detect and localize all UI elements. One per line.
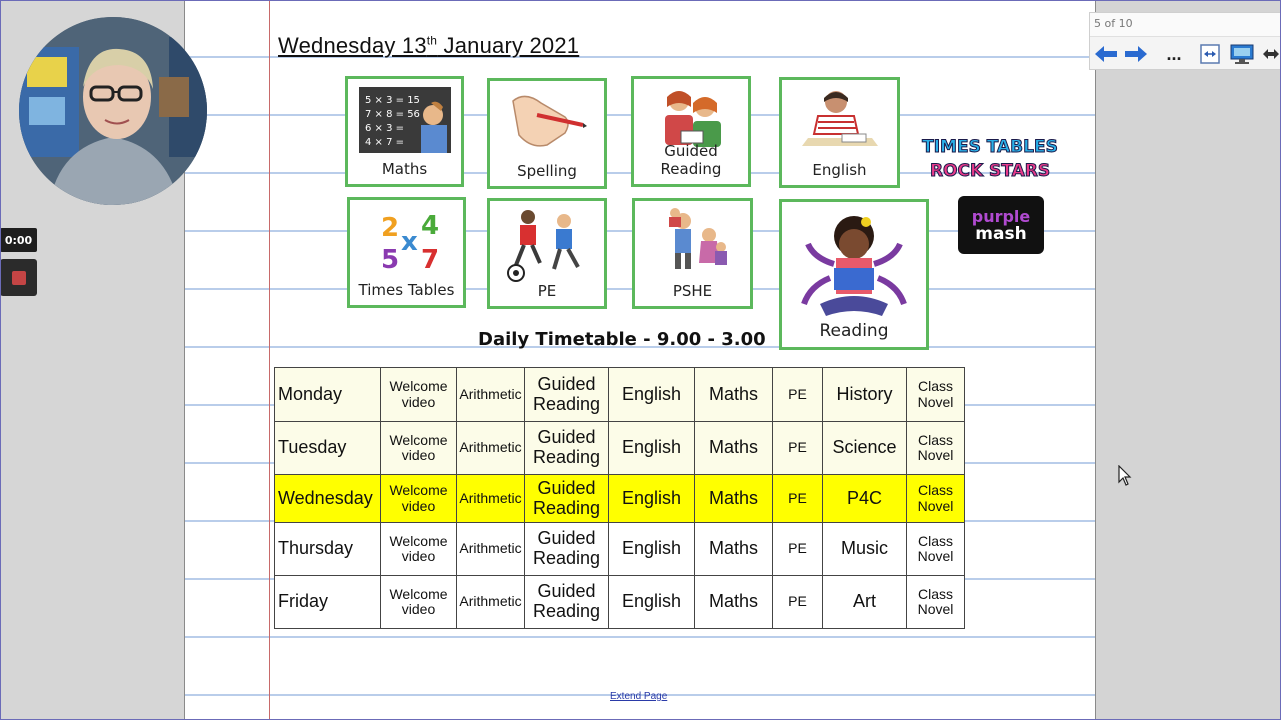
maths-chalkboard-icon: [357, 85, 453, 155]
cell-afternoon-subject: P4C: [823, 475, 907, 523]
logo-text: mash: [975, 223, 1027, 244]
card-guided-reading[interactable]: [631, 76, 751, 187]
cell-line: Novel: [917, 548, 954, 564]
cell-arithmetic: Arithmetic: [457, 523, 525, 576]
cell-line: Welcome: [389, 532, 448, 549]
card-label: PSHE: [672, 282, 713, 300]
cell-line: Novel: [917, 393, 954, 410]
recording-timer: 0:00: [0, 228, 37, 252]
cell-arithmetic: Arithmetic: [457, 475, 525, 523]
forward-arrow-icon: [1123, 44, 1149, 64]
mouse-cursor-icon: [1118, 465, 1132, 487]
cell-line: video: [401, 497, 436, 514]
svg-text:x: x: [400, 227, 418, 257]
card-label: PE: [537, 282, 557, 300]
svg-text:2: 2: [380, 213, 399, 243]
cell-maths: Maths: [695, 523, 773, 576]
card-spelling[interactable]: [487, 78, 607, 189]
fit-width-icon: [1199, 44, 1221, 64]
cell-line: Welcome: [389, 431, 448, 448]
cell-afternoon-subject: Science: [823, 422, 907, 475]
card-label: Guided Reading: [660, 142, 722, 178]
cell-pe: PE: [773, 523, 823, 576]
cell-welcome-video: [381, 368, 457, 422]
cell-guided-reading: [525, 475, 609, 523]
cell-line: video: [401, 393, 436, 410]
svg-text:ROCK STARS: ROCK STARS: [929, 161, 1051, 181]
back-button[interactable]: [1092, 41, 1120, 67]
cell-line: Guided: [537, 581, 596, 602]
more-icon: ...: [1166, 43, 1182, 64]
cell-pe: PE: [773, 422, 823, 475]
times-tables-rock-stars-logo[interactable]: [920, 128, 1060, 186]
daily-timetable: [274, 367, 965, 629]
cell-english: English: [609, 422, 695, 475]
cell-line: Class: [917, 378, 953, 395]
football-icon: [502, 207, 592, 283]
stop-recording-button[interactable]: [0, 259, 37, 296]
cell-line: Reading: [532, 601, 601, 621]
title-date: Wednesday 13: [278, 33, 427, 58]
card-reading[interactable]: [779, 199, 929, 350]
cell-class-novel: [907, 422, 965, 475]
fit-width-button[interactable]: [1196, 41, 1224, 67]
cell-day: Thursday: [275, 523, 381, 576]
card-pshe[interactable]: [632, 198, 753, 309]
cell-english: English: [609, 576, 695, 629]
cell-line: Novel: [917, 601, 954, 617]
cell-line: Welcome: [389, 482, 448, 499]
cell-line: Class: [917, 431, 953, 448]
table-row: [275, 475, 965, 523]
cell-guided-reading: [525, 576, 609, 629]
svg-text:5: 5: [380, 245, 399, 272]
cell-maths: Maths: [695, 475, 773, 523]
cell-guided-reading: [525, 523, 609, 576]
cell-english: English: [609, 475, 695, 523]
extend-page-link[interactable]: Extend Page: [610, 691, 668, 702]
svg-text:6 × 3 =: 6 × 3 =: [364, 123, 404, 134]
cell-afternoon-subject: Art: [823, 576, 907, 629]
cell-line: Reading: [532, 447, 601, 467]
cell-arithmetic: Arithmetic: [457, 422, 525, 475]
back-arrow-icon: [1093, 44, 1119, 64]
page-counter: 5 of 10: [1094, 17, 1133, 30]
cell-line: Welcome: [389, 585, 448, 602]
display-button[interactable]: [1228, 41, 1256, 67]
cell-line: Reading: [532, 548, 601, 568]
cell-day: Tuesday: [275, 422, 381, 475]
card-times-tables[interactable]: [347, 197, 466, 308]
display-icon: [1230, 43, 1254, 65]
stop-icon: [12, 271, 26, 285]
cell-line: Guided: [537, 477, 596, 498]
cell-maths: Maths: [695, 576, 773, 629]
cell-line: Guided: [537, 373, 596, 394]
cell-pe: PE: [773, 368, 823, 422]
cell-guided-reading: [525, 368, 609, 422]
cell-line: Guided: [537, 427, 596, 448]
family-icon: [653, 207, 733, 273]
cell-day: Monday: [275, 368, 381, 422]
resize-button[interactable]: [1260, 41, 1281, 67]
svg-text:TIMES TABLES: TIMES TABLES: [922, 137, 1058, 157]
webcam-overlay: [19, 17, 207, 205]
card-label: Reading: [819, 321, 889, 341]
cell-line: Reading: [532, 497, 601, 518]
cell-maths: Maths: [695, 422, 773, 475]
cell-welcome-video: [381, 576, 457, 629]
cell-line: Novel: [917, 447, 954, 463]
cell-afternoon-subject: History: [823, 368, 907, 422]
cell-english: English: [609, 368, 695, 422]
card-pe[interactable]: [487, 198, 607, 309]
table-row: [275, 523, 965, 576]
purple-mash-logo[interactable]: [958, 196, 1044, 254]
cell-arithmetic: Arithmetic: [457, 368, 525, 422]
table-row: [275, 422, 965, 475]
cell-welcome-video: [381, 523, 457, 576]
cell-maths: Maths: [695, 368, 773, 422]
logo-text: purple: [971, 206, 1031, 226]
times-tables-icon: [367, 206, 447, 272]
cell-line: video: [401, 548, 436, 564]
cell-line: video: [401, 447, 436, 463]
cell-pe: PE: [773, 576, 823, 629]
timetable-heading: Daily Timetable - 9.00 - 3.00: [478, 329, 766, 350]
forward-button[interactable]: [1122, 41, 1150, 67]
cell-line: Class: [917, 585, 953, 602]
margin-line: [269, 0, 270, 720]
cell-line: Reading: [532, 393, 601, 414]
cell-line: Class: [917, 482, 953, 499]
cell-day: Wednesday: [275, 475, 381, 523]
right-panel: [1097, 0, 1281, 720]
svg-text:5 × 3 = 15: 5 × 3 = 15: [364, 95, 420, 106]
svg-text:7 × 8 = 56: 7 × 8 = 56: [364, 109, 420, 120]
cell-guided-reading: [525, 422, 609, 475]
hand-pencil-icon: [507, 87, 587, 153]
cell-class-novel: [907, 576, 965, 629]
title-ordinal: th: [426, 33, 438, 48]
cell-english: English: [609, 523, 695, 576]
card-label: English: [812, 161, 867, 179]
cell-line: Novel: [917, 497, 954, 514]
table-row: [275, 576, 965, 629]
girl-reading-icon: [794, 208, 914, 326]
cell-afternoon-subject: Music: [823, 523, 907, 576]
page-title: [278, 33, 579, 59]
cell-line: video: [401, 601, 436, 617]
card-maths[interactable]: [345, 76, 464, 187]
svg-text:4: 4: [420, 211, 439, 241]
card-english[interactable]: [779, 77, 900, 188]
cell-line: Class: [917, 532, 953, 549]
table-row: [275, 368, 965, 422]
card-label: Spelling: [517, 162, 577, 180]
card-label: Maths: [381, 160, 428, 178]
card-label: Times Tables: [358, 281, 455, 299]
svg-text:4 × 7 =: 4 × 7 =: [364, 137, 404, 148]
cell-class-novel: [907, 523, 965, 576]
title-month-year: January 2021: [437, 33, 580, 58]
cell-welcome-video: [381, 422, 457, 475]
cell-line: Guided: [537, 528, 596, 549]
more-button[interactable]: [1156, 41, 1192, 67]
viewer-toolbar: [1089, 12, 1281, 70]
resize-icon: [1262, 46, 1280, 62]
cell-class-novel: [907, 475, 965, 523]
boy-writing-icon: [798, 86, 882, 152]
cell-arithmetic: Arithmetic: [457, 576, 525, 629]
cell-class-novel: [907, 368, 965, 422]
cell-line: Welcome: [389, 378, 448, 395]
cell-pe: PE: [773, 475, 823, 523]
svg-text:7: 7: [420, 245, 439, 272]
cell-day: Friday: [275, 576, 381, 629]
cell-welcome-video: [381, 475, 457, 523]
